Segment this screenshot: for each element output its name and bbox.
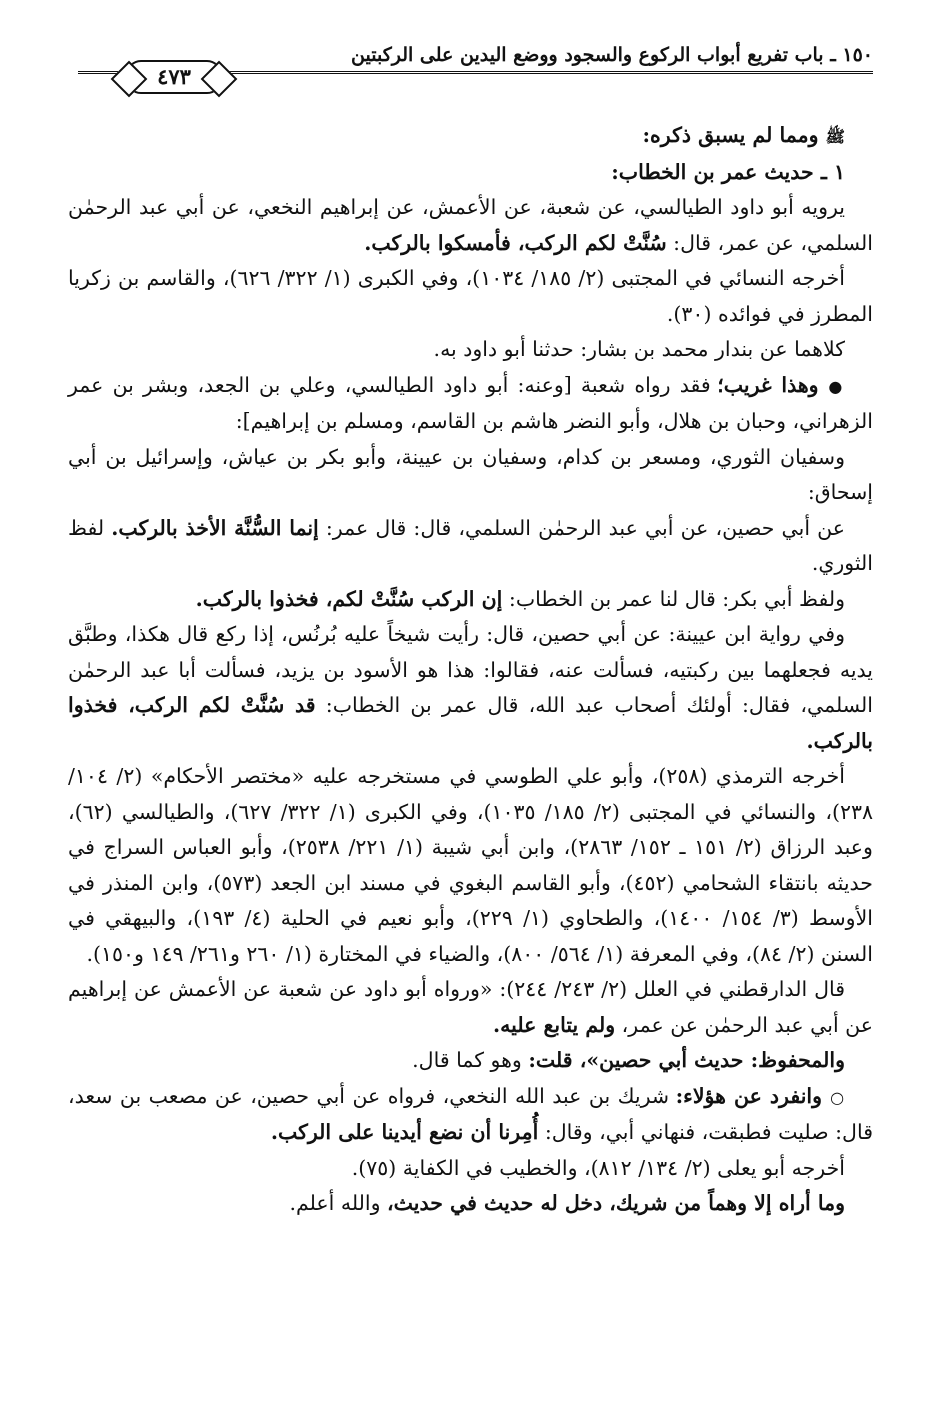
paragraph: عن أبي حصين، عن أبي عبد الرحمٰن السلمي، قال: قال عمر: إنما السُّنَّة الأخذ بالركب. لفظ الثوري.: [68, 515, 873, 575]
paragraph: ولفظ أبي بكر: قال لنا عمر بن الخطاب: إن الركب سُنَّتْ لكم، فخذوا بالركب.: [195, 586, 845, 611]
paragraph: يرويه أبو داود الطيالسي، عن شعبة، عن الأعمش، عن إبراهيم النخعي، عن أبي عبد الرحمٰن السلمي، عن عمر، قال: سُنَّتْ لكم الركب، فأمسكوا بالركب.: [68, 195, 873, 255]
hadith-text: إن الركب سُنَّتْ لكم، فخذوا بالركب.: [195, 586, 503, 611]
hadith-text: أُمِرنا أن نضع أيدينا على الركب.: [270, 1120, 539, 1144]
page-header: [78, 40, 873, 102]
paragraph: وسفيان الثوري، ومسعر بن كدام، وسفيان بن عيينة، وأبو بكر بن عياش، وإسرائيل بن أبي إسحاق:: [68, 444, 873, 504]
flower-icon: ﷺ: [825, 127, 845, 146]
takhrij-paragraph: أخرجه النسائي في المجتبى (٢/ ١٨٥/ ١٠٣٤)، وفي الكبرى (١/ ٣٢٢/ ٦٢٦)، والقاسم بن زكريا المطرز في فوائده (٣٠).: [68, 266, 873, 326]
circle-bullet-icon: ○: [830, 1087, 845, 1107]
hadith-text: سُنَّتْ لكم الركب، فأمسكوا بالركب.: [364, 230, 667, 255]
bullet-icon: ●: [828, 376, 845, 396]
chapter-title: ١٥٠ ـ باب تفريع أبواب الركوع والسجود ووضع اليدين على الركبتين: [351, 44, 873, 66]
page-number: ٤٧٣: [126, 60, 222, 94]
paragraph: كلاهما عن بندار محمد بن بشار: حدثنا أبو داود به.: [433, 337, 845, 361]
paragraph: وفي رواية ابن عيينة: عن أبي حصين، قال: رأيت شيخاً عليه بُرنُس، إذا ركع قال هكذا، وطبَّق يديه فجعلهما بين ركبتيه، فسألت عنه، فقالوا: هذا هو الأسود بن يزيد، فسألت أبا عبد الرحمٰن السلمي، فقال: أولئك أصحاب عبد الله، قال عمر بن الخطاب: قد سُنَّتْ لكم الركب، فخذوا بالركب.: [68, 622, 873, 753]
takhrij-paragraph: أخرجه أبو يعلى (٢/ ١٣٤/ ٨١٢)، والخطيب في الكفاية (٧٥).: [351, 1155, 845, 1180]
hadith-heading: ١ ـ حديث عمر بن الخطاب:: [611, 159, 845, 184]
paragraph: ○ وانفرد عن هؤلاء: شريك بن عبد الله النخعي، فرواه عن أبي حصين، عن مصعب بن سعد، قال: صليت فطبقت، فنهاني أبي، وقال: أُمِرنا أن نضع أيدينا على الركب.: [68, 1083, 873, 1144]
paragraph: قال الدارقطني في العلل (٢/ ٢٤٣/ ٢٤٤): «ورواه أبو داود عن شعبة عن الأعمش عن إبراهيم عن أبي عبد الرحمٰن عن عمر، ولم يتابع عليه.: [68, 977, 873, 1037]
takhrij-paragraph: أخرجه الترمذي (٢٥٨)، وأبو علي الطوسي في مستخرجه عليه «مختصر الأحكام» (٢/ ١٠٤/ ٢٣٨)، والنسائي في المجتبى (٢/ ١٨٥/ ١٠٣٥)، وفي الكبرى (١/ ٣٢٢/ ٦٢٧)، والطيالسي (٦٢)، وعبد الرزاق (٢/ ١٥١ ـ ١٥٢/ ٢٨٦٣)، وابن أبي شيبة (١/ ٢٢١/ ٢٥٣٨)، وأبو العباس السراج في حديثه بانتقاء الشحامي (٤٥٢)، وأبو القاسم البغوي في مسند ابن الجعد (٥٧٣)، وابن المنذر في الأوسط (٣/ ١٥٤/ ١٤٠٠)، والطحاوي (١/ ٢٢٩)، وأبو نعيم في الحلية (٤/ ١٩٣)، والبيهقي في السنن (٢/ ٨٤)، وفي المعرفة (١/ ٥٦٤/ ٨٠٠)، والضياء في المختارة (١/ ٢٦٠ و٢٦١/ ١٤٩ و١٥٠).: [68, 764, 873, 966]
header-rule: [208, 71, 873, 78]
section-intro: ﷺ ومما لم يسبق ذكره:: [642, 123, 845, 147]
paragraph: ● وهذا غريب؛ فقد رواه شعبة [وعنه: أبو داود الطيالسي، وعلي بن الجعد، وبشر بن عمر الزهراني، وحبان بن هلال، وأبو النضر هاشم بن القاسم، ومسلم بن إبراهيم]:: [68, 372, 873, 433]
conclusion-paragraph: وما أراه إلا وهماً من شريك، دخل له حديث في حديث، والله أعلم.: [289, 1191, 845, 1215]
page-body: [68, 118, 873, 1222]
hadith-text: قد سُنَّتْ لكم الركب، فخذوا بالركب.: [68, 693, 873, 753]
paragraph: والمحفوظ: حديث أبي حصين»، قلت: وهو كما قال.: [412, 1048, 845, 1072]
hadith-text: إنما السُّنَّة الأخذ بالركب.: [111, 515, 319, 540]
